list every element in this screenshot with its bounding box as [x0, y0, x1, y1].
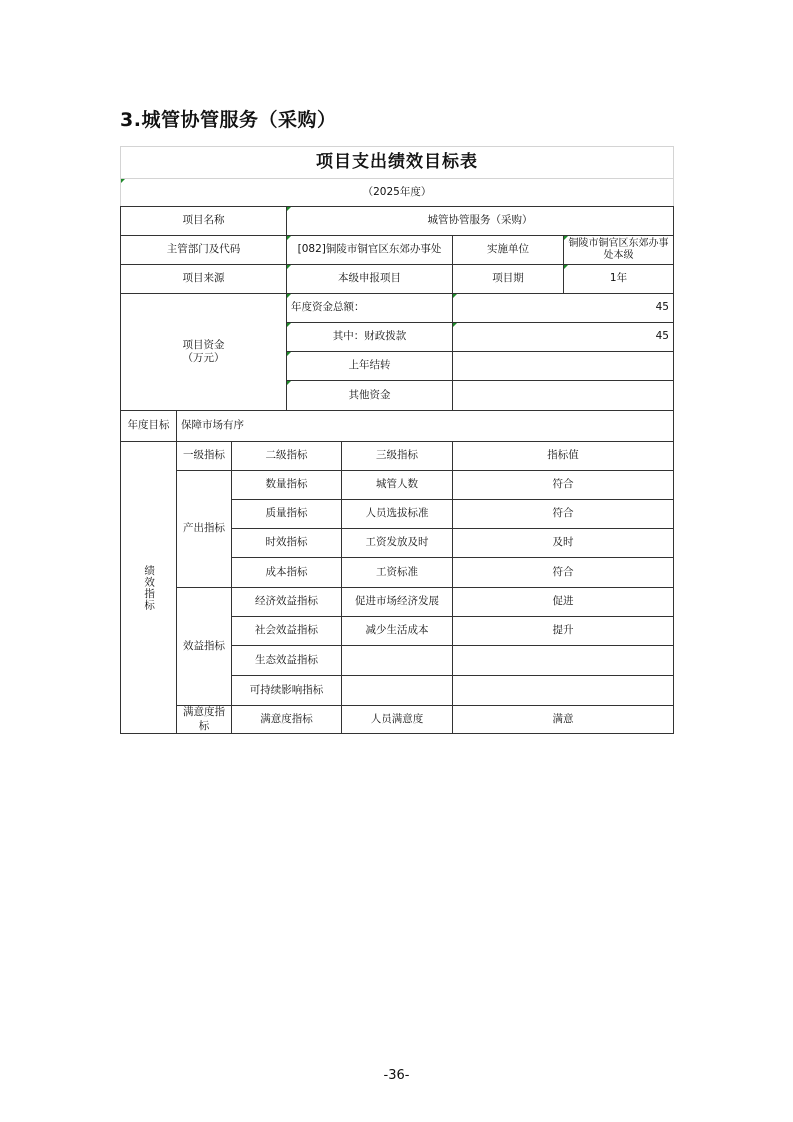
dept-value: [082]铜陵市铜官区东郊办事处	[286, 235, 452, 264]
row-value: 及时	[452, 528, 674, 557]
source-label: 项目来源	[120, 264, 286, 293]
section-title: 3.城管协管服务（采购）	[120, 109, 337, 131]
col-level3: 三级指标	[341, 441, 452, 470]
row-l3: 人员满意度	[341, 705, 452, 734]
row-value: 符合	[452, 499, 674, 528]
row-value: 符合	[452, 470, 674, 499]
benefit-label: 效益指标	[176, 587, 231, 705]
row-value	[452, 645, 674, 675]
row-l3: 城管人数	[341, 470, 452, 499]
goal-label: 年度目标	[120, 410, 176, 441]
perf-label: 绩效指标	[120, 441, 176, 734]
fiscal-value: 45	[452, 322, 674, 351]
fiscal-label: 其中：财政拨款	[286, 322, 452, 351]
period-label: 项目期	[452, 264, 563, 293]
row-l3: 促进市场经济发展	[341, 587, 452, 616]
funds-label-block	[120, 293, 286, 410]
row-value: 符合	[452, 557, 674, 587]
period-value: 1年	[563, 264, 674, 293]
row-value: 提升	[452, 616, 674, 645]
satisfaction-label: 满意度指标	[176, 705, 231, 734]
carryover-label: 上年结转	[286, 351, 452, 380]
goal-value: 保障市场有序	[176, 410, 674, 441]
row-l3: 工资标准	[341, 557, 452, 587]
row-l2: 经济效益指标	[231, 587, 341, 616]
row-l2: 质量指标	[231, 499, 341, 528]
funds-label: 项目资金	[182, 338, 225, 351]
annual-total-value: 45	[452, 293, 674, 322]
row-l2: 社会效益指标	[231, 616, 341, 645]
row-l2: 满意度指标	[231, 705, 341, 734]
col-level2: 二级指标	[231, 441, 341, 470]
annual-total-label: 年度资金总额：	[286, 293, 452, 322]
impl-value: 铜陵市铜官区东郊办事处本级	[563, 235, 674, 264]
dept-label: 主管部门及代码	[120, 235, 286, 264]
row-l2: 数量指标	[231, 470, 341, 499]
other-label: 其他资金	[286, 380, 452, 410]
row-l2: 时效指标	[231, 528, 341, 557]
row-l2: 成本指标	[231, 557, 341, 587]
form-title: 项目支出绩效目标表	[120, 146, 674, 178]
row-value	[452, 675, 674, 705]
funds-unit: （万元）	[182, 352, 225, 364]
row-l2: 生态效益指标	[231, 645, 341, 675]
impl-label: 实施单位	[452, 235, 563, 264]
col-value: 指标值	[452, 441, 674, 470]
source-value: 本级申报项目	[286, 264, 452, 293]
performance-target-form	[120, 146, 674, 734]
output-label: 产出指标	[176, 470, 231, 587]
row-l3	[341, 675, 452, 705]
row-l3: 人员选拔标准	[341, 499, 452, 528]
row-l3: 减少生活成本	[341, 616, 452, 645]
project-name-label: 项目名称	[120, 206, 286, 235]
col-level1: 一级指标	[176, 441, 231, 470]
row-value: 满意	[452, 705, 674, 734]
row-l3	[341, 645, 452, 675]
project-name-value: 城管协管服务（采购）	[286, 206, 674, 235]
row-l2: 可持续影响指标	[231, 675, 341, 705]
row-value: 促进	[452, 587, 674, 616]
carryover-value	[452, 351, 674, 380]
form-year: （2025年度）	[120, 178, 674, 206]
page-number: -36-	[383, 1068, 410, 1083]
other-value	[452, 380, 674, 410]
row-l3: 工资发放及时	[341, 528, 452, 557]
